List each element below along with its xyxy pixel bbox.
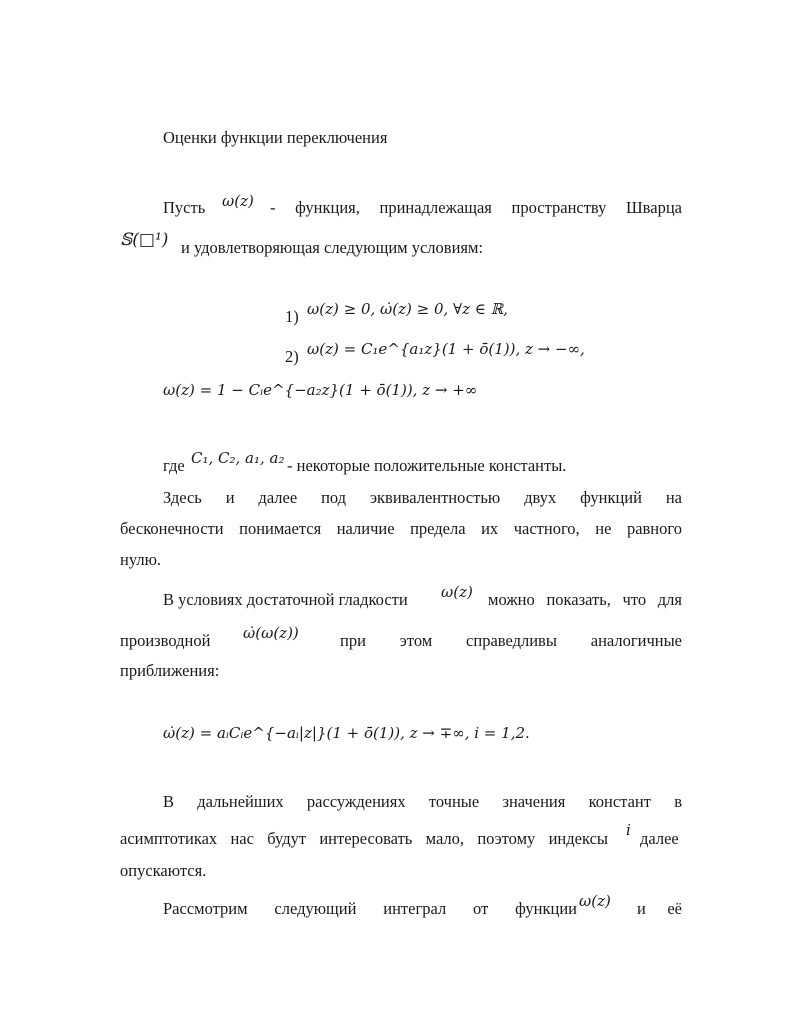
p2-word: где <box>163 456 185 475</box>
p5-text-b: далее <box>640 829 679 848</box>
formula-derivative: ω̇(z) = aᵢCᵢe^{−aᵢ|z|}(1 + ō̄(1)), z → ∓∞, i = 1,2. <box>163 724 530 742</box>
p5-text-a: асимптотиках нас будут интересовать мало, поэтому индексы <box>120 829 608 848</box>
p2-text: - некоторые положительные константы. <box>287 456 567 475</box>
p5-line1: В дальнейших рассуждениях точные значения констант в <box>163 792 682 811</box>
p4-text-b: можно показать, что для <box>488 590 682 609</box>
p4-text-a: В условиях достаточной гладкости <box>163 590 408 609</box>
p4-text-d: при этом справедливы аналогичные <box>340 631 682 650</box>
p3-line1: Здесь и далее под эквивалентностью двух функций на <box>163 488 682 507</box>
condition-2: ω(z) = C₁e^{a₁z}(1 + ō̄(1)), z → −∞, <box>307 340 585 358</box>
p1-line2: и удовлетворяющая следующим условиям: <box>181 238 484 257</box>
p1-word: Пусть <box>163 198 206 217</box>
condition-2-number: 2) <box>285 347 299 366</box>
section-title: Оценки функции переключения <box>163 128 388 147</box>
math-omega-2: ω(z) <box>441 583 473 601</box>
p3-line3: нулю. <box>120 550 162 569</box>
condition-3: ω(z) = 1 − Cᵢe^{−a₂z}(1 + ō̄(1)), z → +∞ <box>163 381 478 399</box>
math-schwartz: 𝕊(□¹) <box>120 230 169 250</box>
p3-line2: бесконечности понимается наличие предела их частного, не равного <box>120 519 682 538</box>
math-constants: C₁, C₂, a₁, a₂ <box>191 449 285 467</box>
p5-line3: опускаются. <box>120 861 207 880</box>
p4-text-e: приближения: <box>120 661 220 680</box>
math-omega-dot: ω̇(ω(z)) <box>243 624 299 642</box>
math-index-i: i <box>626 821 631 839</box>
p1-text: - функция, принадлежащая пространству Шварца <box>270 198 682 217</box>
condition-1-number: 1) <box>285 307 299 326</box>
condition-1: ω(z) ≥ 0, ω̇(z) ≥ 0, ∀z ∈ ℝ, <box>307 300 508 318</box>
p4-text-c: производной <box>120 631 211 650</box>
p6-text-b: и её <box>637 899 682 918</box>
math-omega-3: ω(z) <box>579 892 611 910</box>
p6-text-a: Рассмотрим следующий интеграл от функции <box>163 899 577 918</box>
math-omega: ω(z) <box>222 192 254 210</box>
